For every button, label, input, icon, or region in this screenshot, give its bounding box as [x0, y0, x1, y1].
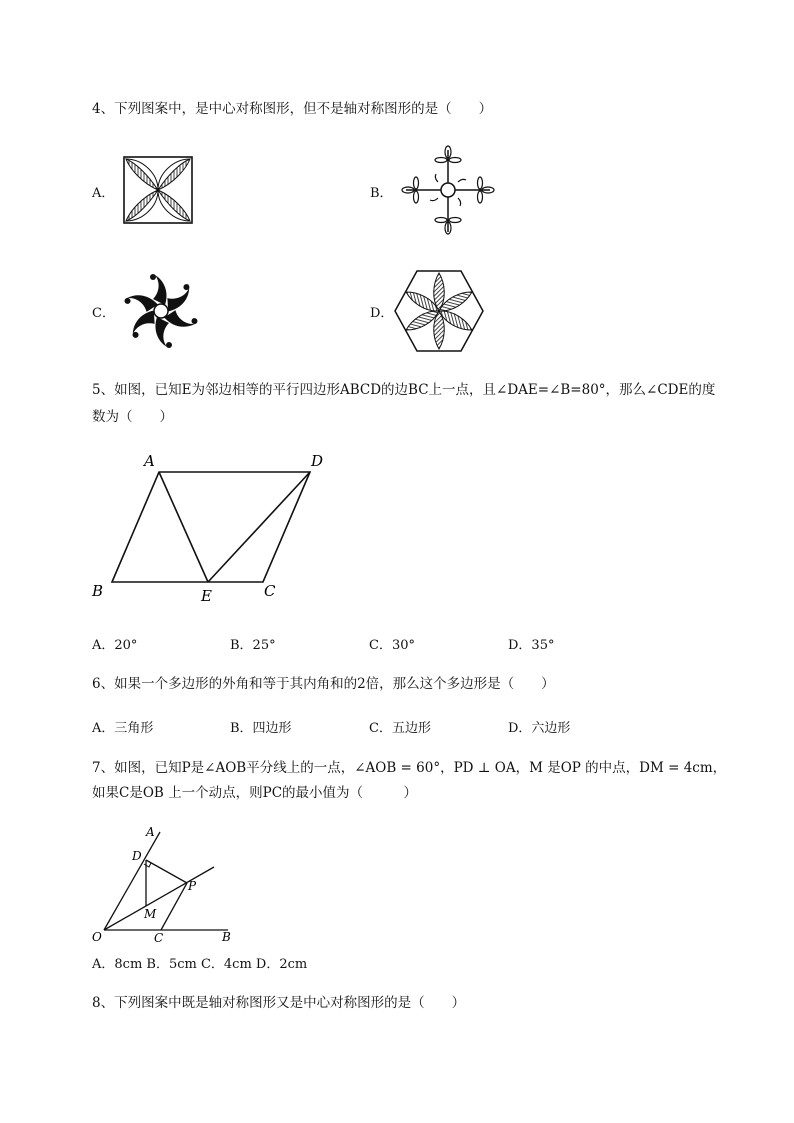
q5-option-d: D．35° — [508, 638, 555, 653]
q5-label-e: E — [201, 587, 212, 605]
q5-option-b: B．25° — [230, 638, 276, 653]
q5-parallelogram-figure — [88, 448, 338, 608]
question-4-text: 4、下列图案中，是中心对称图形，但不是轴对称图形的是（ ） — [92, 101, 493, 117]
question-7-line-1: 7、如图，已知P是∠AOB平分线上的一点，∠AOB = 60°，PD ⊥ OA，M 是OP 的中点，DM = 4cm， — [92, 760, 727, 776]
q7-label-m: M — [144, 907, 157, 921]
q4-option-a-figure — [122, 155, 194, 225]
q4-option-b-figure — [398, 142, 498, 240]
q7-label-o: O — [92, 930, 102, 944]
q5-option-a: A．20° — [92, 638, 138, 653]
q6-option-c: C．五边形 — [369, 721, 431, 736]
question-5-line-1: 5、如图，已知E为邻边相等的平行四边形ABCD的边BC上一点，且∠DAE=∠B=80°，那么∠CDE的度 — [92, 382, 716, 398]
q5-label-b: B — [92, 582, 104, 600]
q6-option-d: D．六边形 — [508, 721, 571, 736]
q7-label-p: P — [188, 879, 197, 893]
question-8-text: 8、下列图案中既是轴对称图形又是中心对称图形的是（ ） — [92, 995, 466, 1011]
q7-label-b: B — [222, 930, 231, 944]
q4-option-d-label: D． — [370, 306, 394, 321]
question-5-line-2: 数为（ ） — [92, 409, 173, 425]
q7-angle-figure — [90, 824, 240, 946]
question-7-line-2: 如果C是OB 上一个动点，则PC的最小值为（ ） — [92, 785, 418, 801]
q4-option-b-label: B． — [370, 186, 393, 201]
q4-option-c-figure — [118, 268, 204, 354]
q5-label-d: D — [311, 452, 324, 470]
q4-option-a-label: A． — [92, 186, 115, 201]
question-6-text: 6、如果一个多边形的外角和等于其内角和的2倍，那么这个多边形是（ ） — [92, 676, 555, 692]
q7-options: A．8cm B．5cm C．4cm D．2cm — [92, 957, 308, 972]
q5-option-c: C．30° — [369, 638, 415, 653]
q6-option-a: A．三角形 — [92, 721, 154, 736]
q5-label-c: C — [264, 582, 276, 600]
q4-option-c-label: C． — [92, 306, 115, 321]
q7-label-d: D — [132, 849, 142, 863]
q7-label-a: A — [146, 825, 155, 839]
q7-label-c: C — [154, 931, 164, 945]
q6-option-b: B．四边形 — [230, 721, 292, 736]
q4-option-d-figure — [393, 268, 485, 354]
q5-label-a: A — [144, 452, 155, 470]
